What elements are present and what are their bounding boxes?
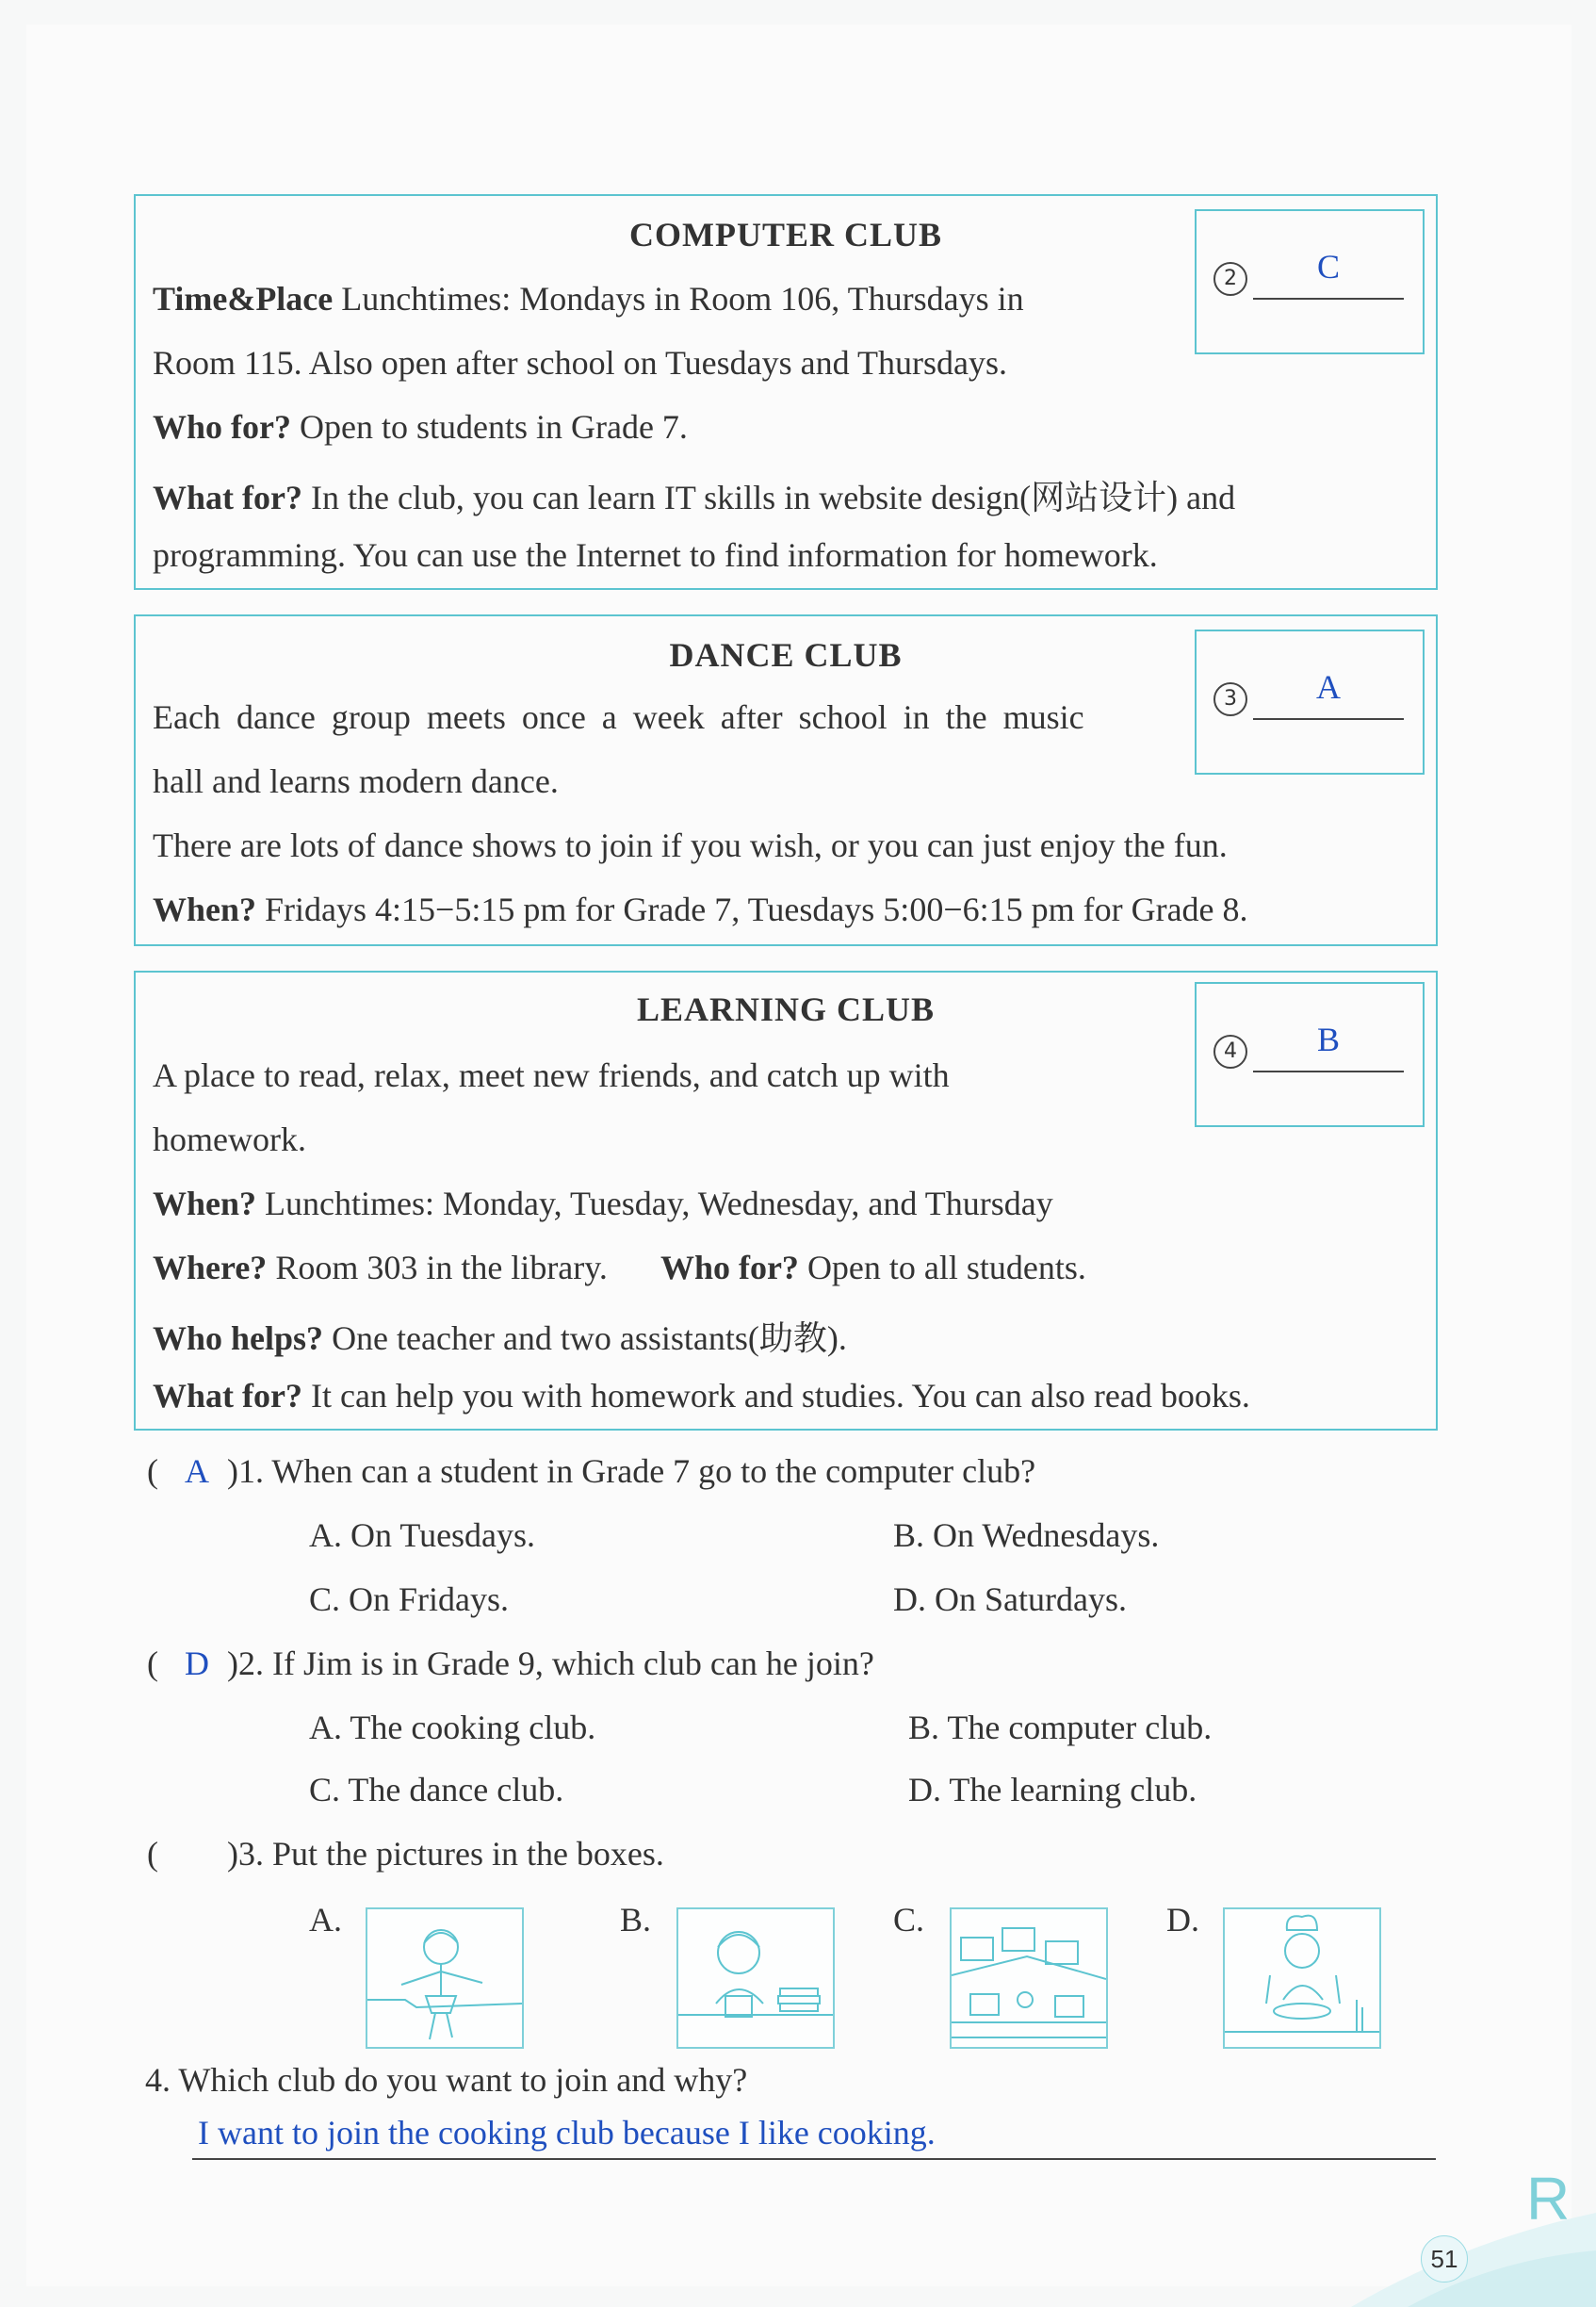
text: hall and learns modern dance. [153, 762, 559, 800]
learning-line-1 [153, 1055, 950, 1095]
dance-club-title: DANCE CLUB [669, 636, 903, 674]
answer-number: 4 [1213, 1035, 1247, 1069]
question-1-option-b[interactable]: B. On Wednesdays. [893, 1516, 1160, 1554]
picture-label-b: B. [620, 1901, 652, 1939]
label: Where? [153, 1249, 268, 1286]
answer-value: A [1316, 668, 1341, 706]
label: What for? [153, 479, 302, 516]
text: It can help you with homework and studies. You can also read books. [301, 1377, 1250, 1415]
question-4: 4. Which club do you want to join and why? [145, 2061, 748, 2099]
publisher-logo-icon: R [1526, 2165, 1571, 2233]
computer-line-5 [153, 535, 1158, 575]
dancing-girl-icon [367, 1909, 522, 2047]
label: When? [153, 1185, 257, 1222]
question-2 [147, 1644, 874, 1683]
question-1-option-d[interactable]: D. On Saturdays. [893, 1580, 1127, 1618]
dance-line-4 [153, 890, 1248, 929]
question-1-answer[interactable]: A [185, 1452, 209, 1490]
computer-club-box [134, 194, 1438, 590]
cooking-girl-picture[interactable] [1223, 1907, 1381, 2049]
answer-value: B [1316, 1021, 1340, 1058]
label: Time&Place [153, 280, 334, 318]
learning-line-4 [153, 1248, 1086, 1287]
question-3 [147, 1834, 664, 1873]
answer-value: C [1316, 248, 1340, 286]
text: Open to all students. [798, 1249, 1086, 1286]
question-1 [147, 1451, 1035, 1491]
studying-boy-picture[interactable] [676, 1907, 835, 2049]
text: One teacher and two assistants(助教). [323, 1319, 847, 1357]
text: Lunchtimes: Mondays in Room 106, Thursdays in [333, 280, 1024, 318]
text: homework. [153, 1121, 306, 1158]
computer-room-picture[interactable] [950, 1907, 1108, 2049]
paren-open: ( [147, 1835, 158, 1873]
label: Who for? [153, 408, 291, 446]
question-2-option-b[interactable]: B. The computer club. [908, 1709, 1213, 1746]
computer-line-1 [153, 279, 1024, 319]
text: Open to students in Grade 7. [291, 408, 688, 446]
question-1-text: )1. When can a student in Grade 7 go to the computer club? [227, 1452, 1036, 1490]
question-2-option-c[interactable]: C. The dance club. [309, 1771, 564, 1808]
computer-room-icon [952, 1909, 1106, 2047]
text: Room 303 in the library. [267, 1249, 608, 1286]
text: Fridays 4:15−5:15 pm for Grade 7, Tuesdays 5:00−6:15 pm for Grade 8. [256, 891, 1248, 928]
learning-club-title: LEARNING CLUB [636, 990, 936, 1028]
question-4-answer-text[interactable]: I want to join the cooking club because I like cooking. [198, 2114, 936, 2152]
text: In the club, you can learn IT skills in website design(网站设计) and [301, 479, 1236, 516]
learning-line-6 [153, 1376, 1250, 1415]
label: Who helps? [153, 1319, 324, 1357]
dance-line-1 [153, 697, 1084, 737]
learning-line-2 [153, 1120, 306, 1159]
computer-club-answer-box[interactable] [1195, 209, 1425, 354]
paren-open: ( [147, 1644, 158, 1682]
picture-label-c: C. [893, 1901, 925, 1939]
computer-line-4 [153, 471, 1235, 519]
text: programming. You can use the Internet to find information for homework. [153, 536, 1158, 574]
answer-number: 3 [1213, 682, 1247, 716]
cooking-girl-icon [1225, 1909, 1379, 2047]
dance-line-2 [153, 761, 559, 801]
learning-line-5 [153, 1312, 847, 1360]
answer-blank [1253, 718, 1404, 720]
answer-number: 2 [1213, 262, 1247, 296]
picture-label-d: D. [1166, 1901, 1199, 1939]
question-1-option-a[interactable]: A. On Tuesdays. [309, 1516, 536, 1554]
dancing-girl-picture[interactable] [366, 1907, 524, 2049]
text: Each dance group meets once a week after school in the music [153, 698, 1084, 736]
studying-boy-icon [678, 1909, 833, 2047]
answer-blank [1253, 298, 1404, 300]
paren-open: ( [147, 1452, 158, 1490]
text: Room 115. Also open after school on Tuesdays and Thursdays. [153, 344, 1007, 382]
question-2-option-d[interactable]: D. The learning club. [908, 1771, 1197, 1808]
page-number: 51 [1421, 2235, 1468, 2282]
dance-club-box [134, 614, 1438, 946]
question-1-option-c[interactable]: C. On Fridays. [309, 1580, 510, 1618]
dance-club-answer-box[interactable] [1195, 630, 1425, 775]
computer-line-2 [153, 343, 1007, 383]
picture-label-a: A. [309, 1901, 342, 1939]
dance-line-3 [153, 826, 1228, 865]
label: When? [153, 891, 257, 928]
learning-line-3 [153, 1184, 1053, 1223]
question-2-option-a[interactable]: A. The cooking club. [309, 1709, 596, 1746]
label: Who for? [660, 1249, 799, 1286]
answer-blank [1253, 1071, 1404, 1072]
learning-club-box [134, 971, 1438, 1431]
question-3-text: )3. Put the pictures in the boxes. [227, 1835, 664, 1873]
computer-club-title: COMPUTER CLUB [628, 216, 942, 254]
computer-line-3 [153, 407, 688, 447]
question-2-text: )2. If Jim is in Grade 9, which club can he join? [227, 1644, 874, 1682]
question-2-answer[interactable]: D [185, 1644, 209, 1682]
question-4-answer-line [192, 2158, 1436, 2160]
text: There are lots of dance shows to join if you wish, or you can just enjoy the fun. [153, 826, 1228, 864]
learning-club-answer-box[interactable] [1195, 982, 1425, 1127]
text: A place to read, relax, meet new friends, and catch up with [153, 1056, 950, 1094]
text: Lunchtimes: Monday, Tuesday, Wednesday, and Thursday [256, 1185, 1053, 1222]
label: What for? [153, 1377, 302, 1415]
